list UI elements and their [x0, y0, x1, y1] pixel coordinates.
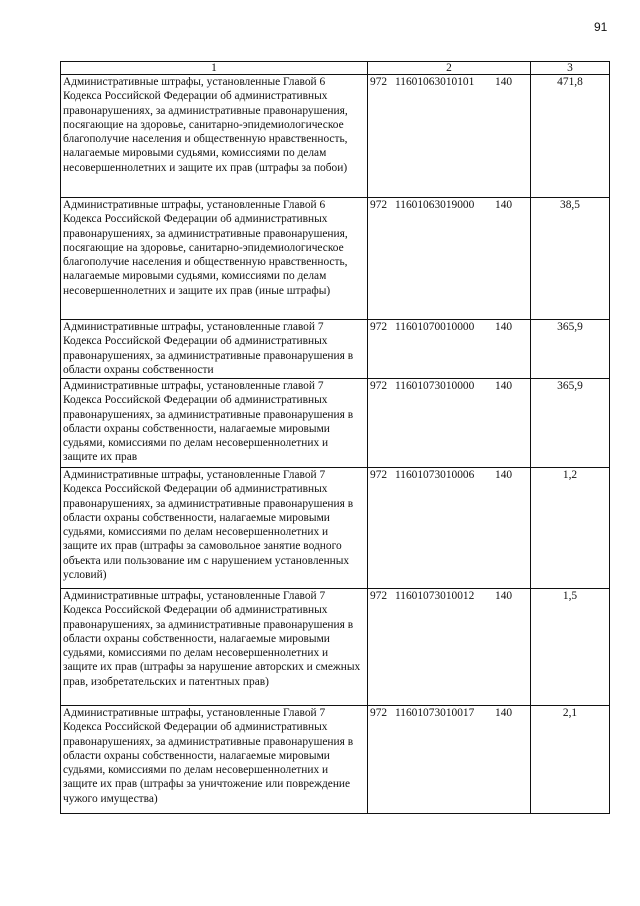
admin-code: 972 — [370, 469, 388, 481]
kind-code: 140 — [495, 199, 513, 211]
kbk-code: 11601073010012 — [395, 590, 475, 602]
row-name: Административные штрафы, установленные Главой 7 Кодекса Российской Федерации об административных правонарушениях, за административные правонарушения в области охраны собственности, налагаемые мировыми судьями, комиссиями по делам несовершеннолетних и защите их прав (штрафы за самовольное занятие водного объекта или пользование им с нарушением установленных условий) — [61, 468, 368, 589]
admin-code: 972 — [370, 590, 388, 602]
admin-code: 972 — [370, 76, 388, 88]
row-code — [368, 706, 531, 814]
admin-code: 972 — [370, 707, 388, 719]
row-name: Административные штрафы, установленные Главой 6 Кодекса Российской Федерации об административных правонарушениях, за административные правонарушения, посягающие на здоровье, санитарно-эпидемиологическое благополучие населения и общественную нравственность, налагаемые мировыми судьями, комиссиями по делам несовершеннолетних и защите их прав (иные штрафы) — [61, 198, 368, 320]
row-value: 365,9 — [531, 379, 610, 468]
table-row — [61, 589, 610, 706]
admin-code: 972 — [370, 321, 388, 333]
kind-code: 140 — [495, 469, 513, 481]
row-code — [368, 75, 531, 198]
budget-table — [60, 61, 610, 814]
row-code — [368, 379, 531, 468]
row-name: Административные штрафы, установленные Главой 7 Кодекса Российской Федерации об административных правонарушениях, за административные правонарушения в области охраны собственности, налагаемые мировыми судьями, комиссиями по делам несовершеннолетних и защите их прав (штрафы за уничтожение или повреждение чужого имущества) — [61, 706, 368, 814]
row-name: Административные штрафы, установленные Главой 7 Кодекса Российской Федерации об административных правонарушениях, за административные правонарушения в области охраны собственности, налагаемые мировыми судьями, комиссиями по делам несовершеннолетних и защите их прав (штрафы за нарушение авторских и смежных прав, изобретательских и патентных прав) — [61, 589, 368, 706]
row-name: Административные штрафы, установленные Главой 6 Кодекса Российской Федерации об административных правонарушениях, за административные правонарушения, посягающие на здоровье, санитарно-эпидемиологическое благополучие населения и общественную нравственность, налагаемые мировыми судьями, комиссиями по делам несовершеннолетних и защите их прав (штрафы за побои) — [61, 75, 368, 198]
kind-code: 140 — [495, 76, 513, 88]
table-header-row — [61, 62, 610, 75]
row-code — [368, 198, 531, 320]
kbk-code: 11601073010017 — [395, 707, 475, 719]
column-header-3: 3 — [531, 62, 610, 75]
row-value: 38,5 — [531, 198, 610, 320]
row-value: 1,2 — [531, 468, 610, 589]
row-name: Административные штрафы, установленные главой 7 Кодекса Российской Федерации об административных правонарушениях, за административные правонарушения в области охраны собственности — [61, 320, 368, 379]
row-value: 471,8 — [531, 75, 610, 198]
table-row — [61, 468, 610, 589]
kbk-code: 11601070010000 — [395, 321, 475, 333]
kbk-code: 11601063010101 — [395, 76, 475, 88]
row-code — [368, 589, 531, 706]
row-value: 2,1 — [531, 706, 610, 814]
page-number: 91 — [594, 20, 608, 34]
table-row — [61, 198, 610, 320]
table-row — [61, 75, 610, 198]
row-code — [368, 468, 531, 589]
kind-code: 140 — [495, 707, 513, 719]
kind-code: 140 — [495, 590, 513, 602]
row-value: 365,9 — [531, 320, 610, 379]
row-value: 1,5 — [531, 589, 610, 706]
column-header-2: 2 — [368, 62, 531, 75]
admin-code: 972 — [370, 380, 388, 392]
kbk-code: 11601073010006 — [395, 469, 475, 481]
kind-code: 140 — [495, 380, 513, 392]
table-row — [61, 379, 610, 468]
table-row — [61, 706, 610, 814]
row-code — [368, 320, 531, 379]
column-header-1: 1 — [61, 62, 368, 75]
kind-code: 140 — [495, 321, 513, 333]
admin-code: 972 — [370, 199, 388, 211]
table-row — [61, 320, 610, 379]
row-name: Административные штрафы, установленные главой 7 Кодекса Российской Федерации об административных правонарушениях, за административные правонарушения в области охраны собственности, налагаемые мировыми судьями, комиссиями по делам несовершеннолетних и защите их прав — [61, 379, 368, 468]
kbk-code: 11601063019000 — [395, 199, 475, 211]
kbk-code: 11601073010000 — [395, 380, 475, 392]
